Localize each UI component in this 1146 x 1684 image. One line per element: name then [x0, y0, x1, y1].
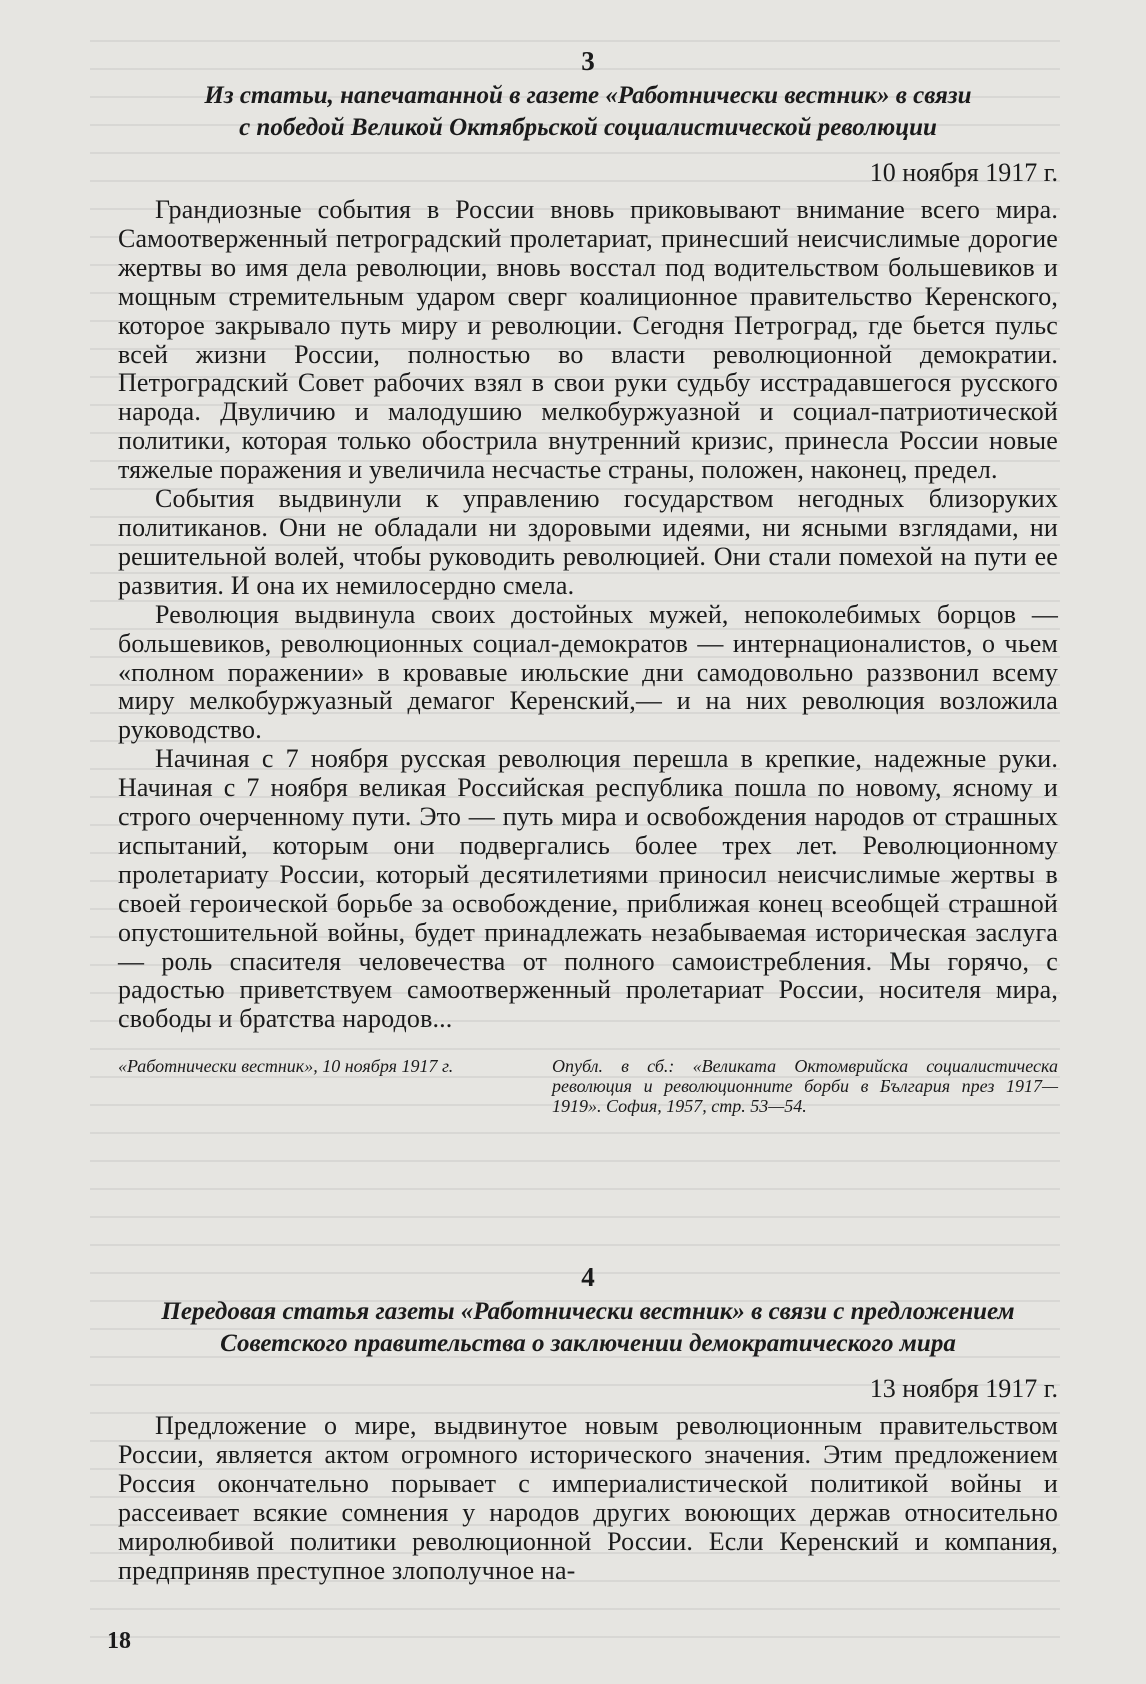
section-3-heading-line-2: с победой Великой Октябрьской социалистической революции — [239, 114, 937, 141]
section-4-body — [118, 1412, 1058, 1585]
section-4-heading-line-1: Передовая статья газеты «Работнически вестник» в связи с предложением — [161, 1298, 1015, 1325]
section-4-heading-line-2: Советского правительства о заключении демократического мира — [220, 1330, 956, 1357]
section-3-paragraph: События выдвинули к управлению государством негодных близоруких политиканов. Они не обладали ни здоровыми идеями, ни ясными взглядами, ни решительной волей, чтобы руководить революцией. Они стали помехой на пути ее развития. И она их немилосердно смела. — [118, 484, 1058, 600]
section-3-date: 10 ноября 1917 г. — [869, 158, 1058, 187]
section-3-paragraph: Начиная с 7 ноября русская революция перешла в крепкие, надежные руки. Начиная с 7 ноября великая Российская республика пошла по новому, ясному и строго очерченному пути. Это — путь мира и освобождения народов от страшных испытаний, которым они подвергались более трех лет. Революционному пролетариату России, который десятилетиями приносил неисчислимые жертвы в своей героической борьбе за освобождение, приближая конец всеобщей страшной опустошительной войны, будет принадлежать незабываемая историческая заслуга — роль спасителя человечества от полного самоистребления. Мы горячо, с радостью приветствуем самоотверженный пролетариат России, носителя мира, свободы и братства народов... — [118, 744, 1058, 1034]
section-3-paragraph: Грандиозные события в России вновь приковывают внимание всего мира. Самоотверженный петроградский пролетариат, принесший неисчислимые дорогие жертвы во имя дела революции, вновь восстал под водительством большевиков и мощным стремительным ударом сверг коалиционное правительство Керенского, которое закрывало путь миру и революции. Сегодня Петроград, где бьется пульс всей жизни России, полностью во власти революционной демократии. Петроградский Совет рабочих взял в свои руки судьбу исстрадавшегося русского народа. Двуличию и малодушию мелкобуржуазной и социал-патриотической политики, которая только обострила внутренний кризис, принесла России новые тяжелые поражения и увеличила несчастье страны, положен, наконец, предел. — [118, 195, 1058, 485]
section-4 — [118, 1262, 1058, 1585]
newspaper-source: «Работнически вестник», 10 ноября 1917 г. — [118, 1056, 454, 1077]
section-3-heading-line-1: Из статьи, напечатанной в газете «Работнически вестник» в связи — [204, 82, 972, 109]
section-3-number: 3 — [581, 46, 595, 76]
section-4-date: 13 ноября 1917 г. — [869, 1374, 1058, 1403]
publication-source: Опубл. в сб.: «Великата Октомврийска социалистическа революция и революционните борби в България през 1917—1919». София, 1957, стр. 53—54. — [552, 1056, 1058, 1117]
section-3-body — [118, 196, 1058, 1034]
page-number: 18 — [107, 1628, 131, 1654]
section-3 — [118, 46, 1058, 1156]
section-4-number: 4 — [581, 1262, 595, 1292]
section-3-sources — [118, 1056, 1058, 1156]
section-3-paragraph: Революция выдвинула своих достойных мужей, непоколебимых борцов — большевиков, революционных социал-демократов — интернационалистов, о чьем «полном поражении» в кровавые июльские дни самодовольно раззвонил всему миру мелкобуржуазный демагог Керенский,— и на них революция возложила руководство. — [118, 599, 1058, 745]
section-4-paragraph: Предложение о мире, выдвинутое новым революционным правительством России, является актом огромного исторического значения. Этим предложением Россия окончательно порывает с империалистической политикой войны и рассеивает всякие сомнения у народов других воюющих держав относительно миролюбивой политики революционной России. Если Керенский и компания, предприняв преступное злополучное на- — [118, 1411, 1058, 1585]
